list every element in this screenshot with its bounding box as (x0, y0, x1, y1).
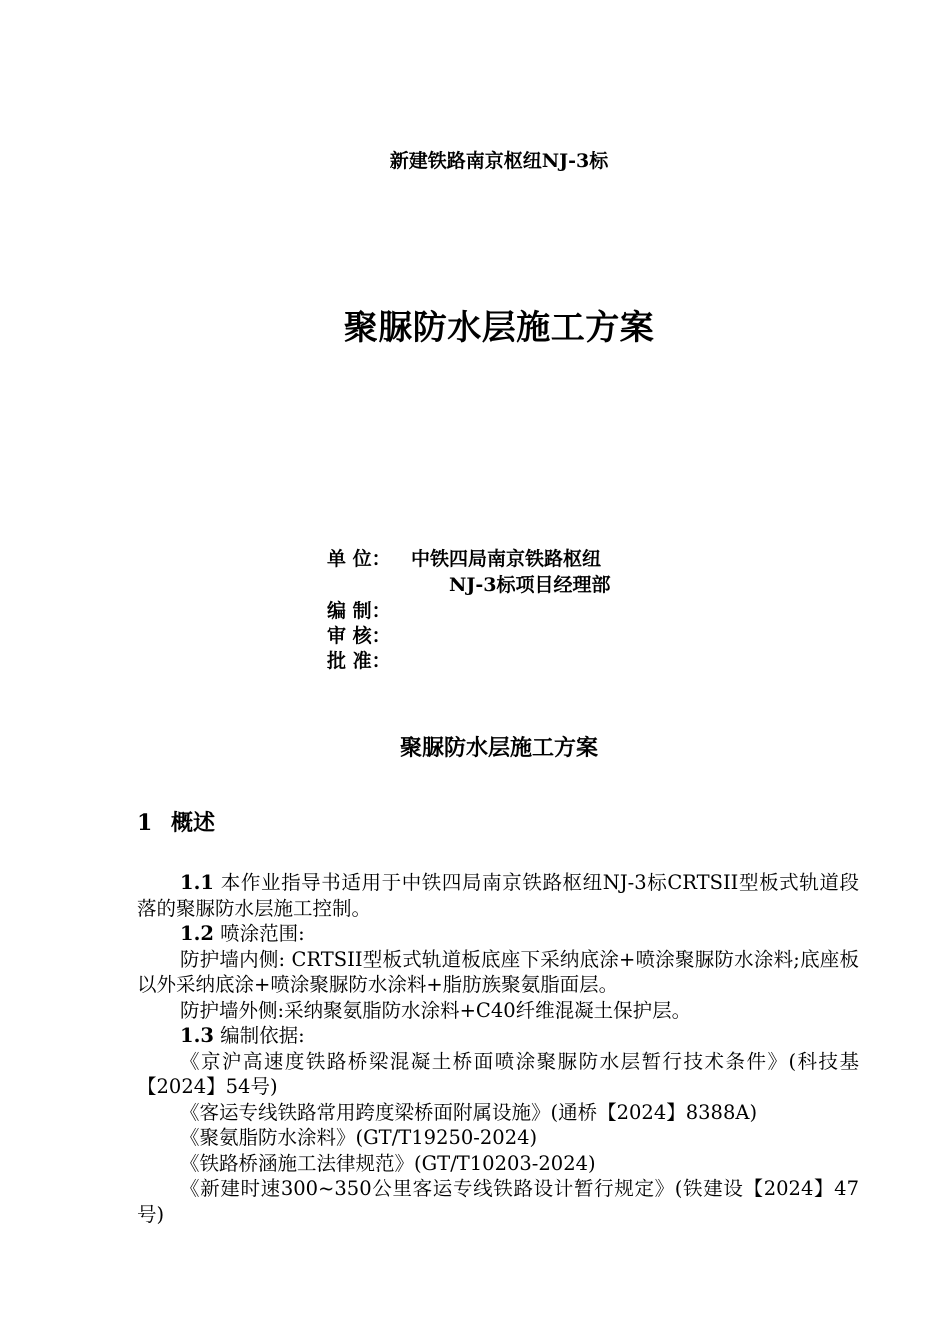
paragraph-1-1 (137, 870, 859, 921)
paragraph-text: 喷涂范围: (220, 922, 305, 945)
section-title: 概述 (171, 810, 216, 836)
reference-5: 《新建时速300~350公里客运专线铁路设计暂行规定》(铁建设【2024】47号) (137, 1177, 859, 1226)
paragraph-text: 本作业指导书适用于中铁四局南京铁路枢纽NJ-3标CRTSII型板式轨道段落的聚脲防水层施工控制。 (137, 871, 860, 920)
reference-1: 《京沪高速度铁路桥梁混凝土桥面喷涂聚脲防水层暂行技术条件》(科技基【2024】54号) (137, 1049, 859, 1098)
compile-label: 编 制： (327, 600, 391, 622)
section-number: 1 (137, 810, 153, 836)
reference-4: 《铁路桥涵施工法律规范》(GT/T10203-2024) (180, 1151, 596, 1175)
unit-value-line2: NJ-3标项目经理部 (449, 574, 611, 596)
review-label: 审 核： (327, 625, 391, 647)
unit-value-line1: 中铁四局南京铁路枢纽 (411, 548, 602, 570)
clause-number: 1.2 (180, 922, 214, 945)
cover-title: 聚脲防水层施工方案 (343, 308, 655, 348)
paragraph-1-2 (137, 921, 859, 947)
paragraph-text: 编制依据: (220, 1024, 305, 1047)
reference-3: 《聚氨脂防水涂料》(GT/T19250-2024) (180, 1126, 538, 1149)
paragraph-outer-side: 防护墙外侧:采纳聚氨脂防水涂料+C40纤维混凝土保护层。 (180, 998, 692, 1022)
approve-label: 批 准： (327, 650, 391, 672)
section-heading-1 (137, 806, 215, 837)
unit-label: 单 位： (327, 548, 391, 570)
clause-number: 1.3 (180, 1024, 214, 1047)
section-body (137, 870, 859, 1227)
unit-row (327, 544, 601, 571)
paragraph-1-3 (137, 1023, 859, 1049)
clause-number: 1.1 (180, 871, 214, 894)
paragraph-inner-side: 防护墙内侧: CRTSII型板式轨道板底座下采纳底涂+喷涂聚脲防水涂料;底座板以外采纳底涂+喷涂聚脲防水涂料+脂肪族聚氨脂面层。 (137, 947, 859, 996)
document-title: 聚脲防水层施工方案 (399, 735, 598, 761)
reference-2: 《客运专线铁路常用跨度梁桥面附属设施》(通桥【2024】8388A) (180, 1100, 758, 1124)
project-name: 新建铁路南京枢纽NJ-3标 (389, 150, 609, 172)
